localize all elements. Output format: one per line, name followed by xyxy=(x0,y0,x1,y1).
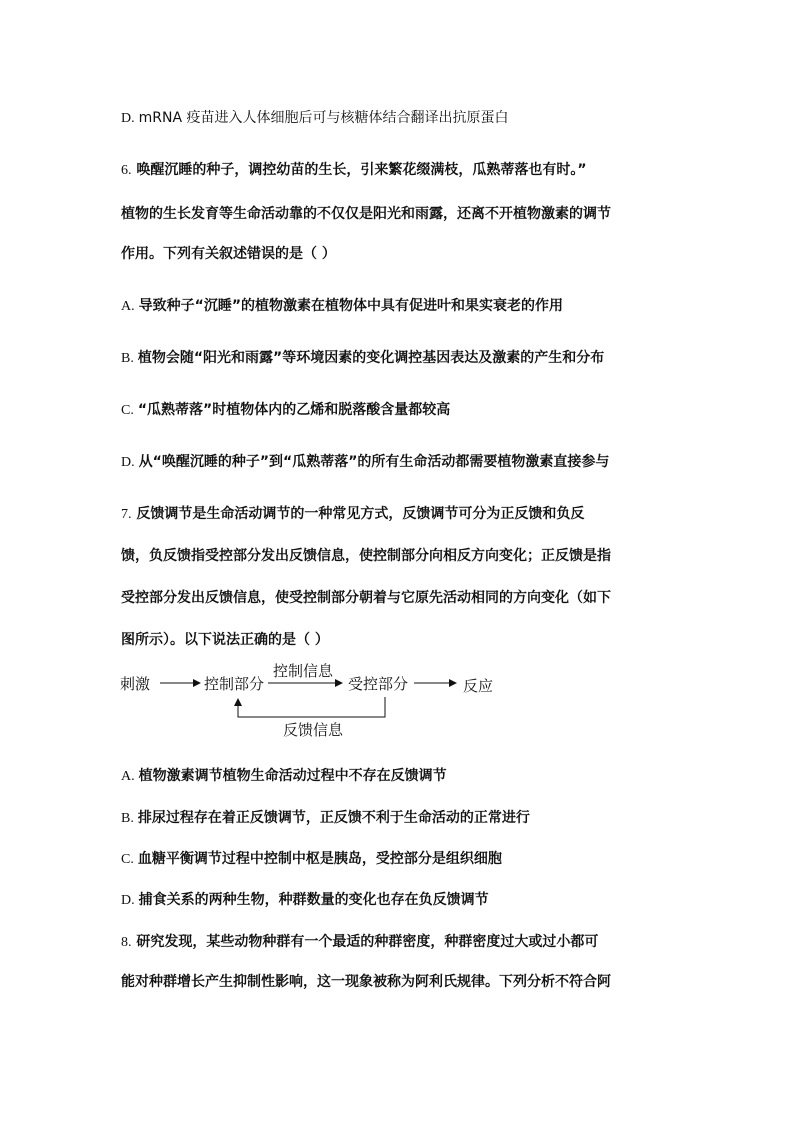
option-text: 植物会随“阳光和雨露”等环境因素的变化调控基因表达及激素的产生和分布 xyxy=(137,350,605,366)
diagram-label-response: 反应 xyxy=(463,677,494,695)
option-text: 植物激素调节植物生命活动过程中不存在反馈调节 xyxy=(138,768,447,784)
option-label: B. xyxy=(121,811,134,826)
option-label: A. xyxy=(121,299,135,314)
q6-stem-line-2: 植物的生长发育等生命活动靠的不仅仅是阳光和雨露，还离不开植物激素的调节 xyxy=(121,206,611,222)
option-label: B. xyxy=(121,351,134,366)
option-text: 捕食关系的两种生物，种群数量的变化也存在负反馈调节 xyxy=(138,892,489,908)
q6-option-d xyxy=(121,452,609,473)
q8-stem-line-2: 能对种群增长产生抑制性影响，这一现象被称为阿利氏规律。下列分析不符合阿 xyxy=(121,974,611,990)
diagram-label-feedback-info: 反馈信息 xyxy=(283,721,344,739)
stem-text: 反馈调节是生命活动调节的一种常见方式，反馈调节可分为正反馈和负反 xyxy=(136,506,585,522)
diagram-label-controlled: 受控部分 xyxy=(348,675,409,693)
option-label: A. xyxy=(121,769,135,784)
q7-option-d xyxy=(121,890,489,911)
q7-stem-line-4: 图所示）。以下说法正确的是（ ） xyxy=(121,632,329,648)
option-text: 血糖平衡调节过程中控制中枢是胰岛，受控部分是组织细胞 xyxy=(137,851,502,867)
option-label: D. xyxy=(121,455,135,470)
q6-option-c xyxy=(121,400,450,421)
stem-text: 唤醒沉睡的种子，调控幼苗的生长，引来繁花缀满枝，瓜熟蒂落也有时。” xyxy=(136,162,587,178)
q6-stem-line-1 xyxy=(121,160,587,181)
q7-stem-line-3: 受控部分发出反馈信息，使受控制部分朝着与它原先活动相同的方向变化（如下 xyxy=(121,590,611,606)
q7-stem-line-2: 馈，负反馈指受控部分发出反馈信息，使控制部分向相反方向变化；正反馈是指 xyxy=(121,548,611,564)
option-text: mRNA 疫苗进入人体细胞后可与核糖体结合翻译出抗原蛋白 xyxy=(138,110,509,126)
arrow-feedback-loop xyxy=(238,697,385,717)
option-text: 导致种子“沉睡”的植物激素在植物体中具有促进叶和果实衰老的作用 xyxy=(138,298,564,314)
q7-option-a xyxy=(121,766,447,787)
diagram-label-stimulus: 刺激 xyxy=(120,675,151,693)
feedback-diagram xyxy=(118,658,518,748)
q7-stem-line-1 xyxy=(121,504,584,525)
option-label: D. xyxy=(121,893,135,908)
option-label: C. xyxy=(121,852,134,867)
option-text: “瓜熟蒂落”时植物体内的乙烯和脱落酸含量都较高 xyxy=(137,402,451,418)
q7-option-b xyxy=(121,808,530,829)
option-text: 排尿过程存在着正反馈调节，正反馈不利于生命活动的正常进行 xyxy=(137,810,530,826)
q6-option-b xyxy=(121,348,604,369)
option-label: C. xyxy=(121,403,134,418)
q6-option-a xyxy=(121,296,563,317)
q7-option-c xyxy=(121,849,502,870)
question-number: 6. xyxy=(121,163,132,178)
question-number: 7. xyxy=(121,507,132,522)
stem-text: 研究发现，某些动物种群有一个最适的种群密度，种群密度过大或过小都可 xyxy=(136,934,599,950)
diagram-label-control: 控制部分 xyxy=(204,675,265,693)
diagram-label-control-info: 控制信息 xyxy=(273,662,334,680)
option-label: D. xyxy=(121,111,135,126)
q6-stem-line-3: 作用。下列有关叙述错误的是（ ） xyxy=(121,246,336,262)
q5-option-d xyxy=(121,108,509,129)
option-text: 从“唤醒沉睡的种子”到“瓜熟蒂落”的所有生命活动都需要植物激素直接参与 xyxy=(138,454,610,470)
q8-stem-line-1 xyxy=(121,932,598,953)
question-number: 8. xyxy=(121,935,132,950)
